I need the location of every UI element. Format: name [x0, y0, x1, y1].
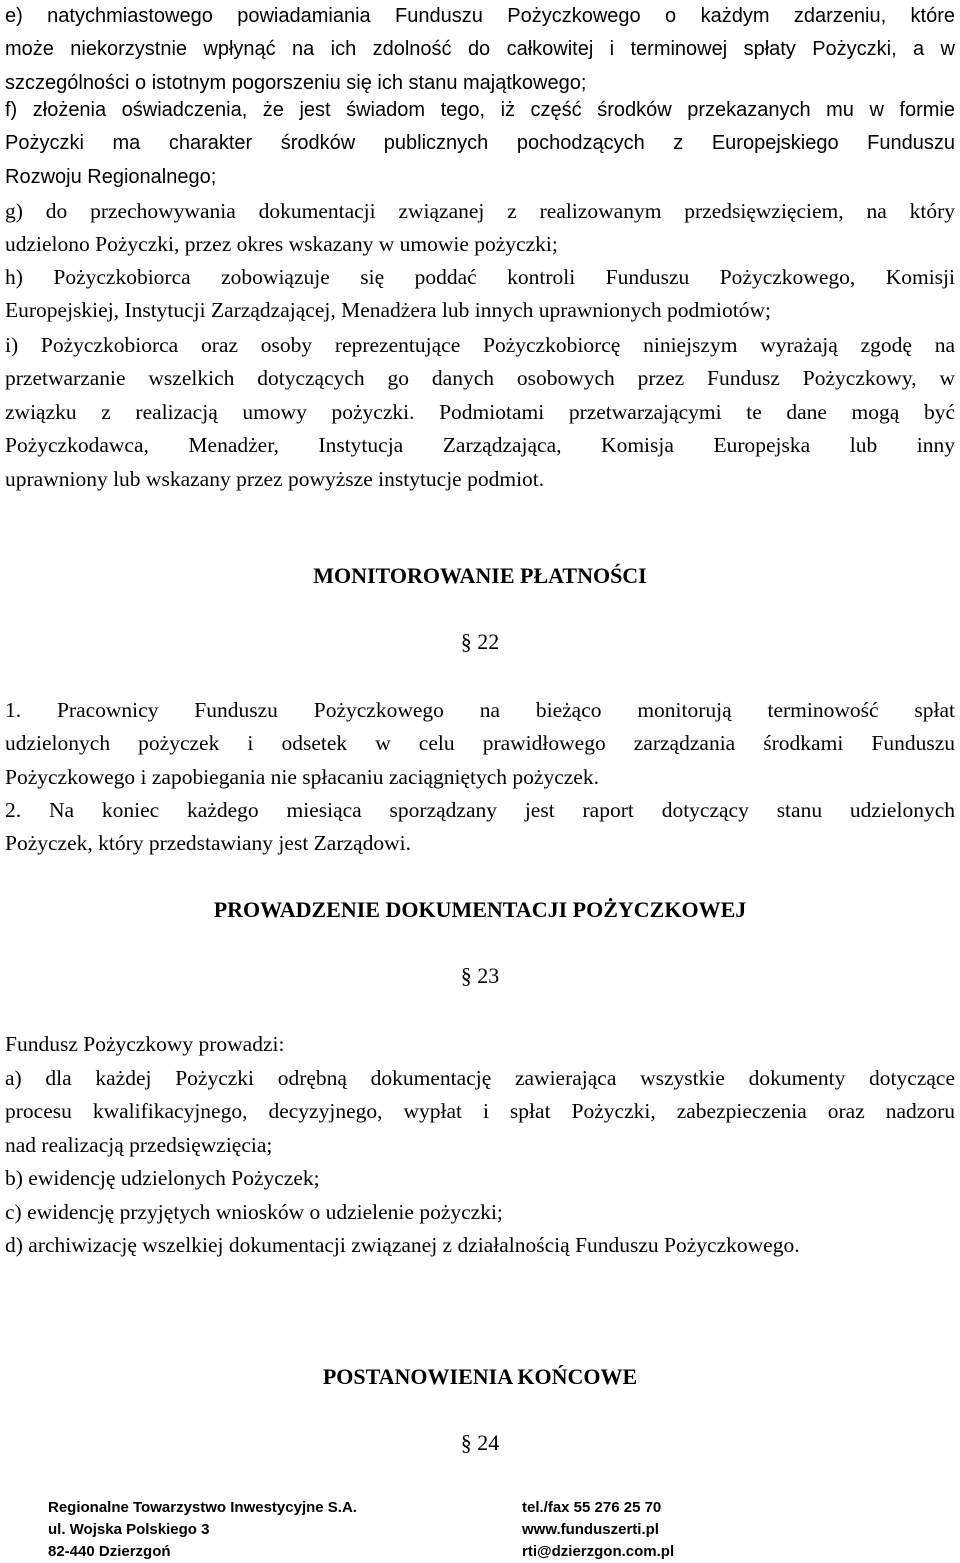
- paragraph-line: b) ewidencję udzielonych Pożyczek;: [5, 1166, 320, 1190]
- paragraph-line: Fundusz Pożyczkowy prowadzi:: [5, 1032, 285, 1056]
- paragraph-g: [5, 195, 955, 262]
- footer-email: rti@dzierzgon.com.pl: [522, 1543, 675, 1560]
- paragraph-line: udzielonych pożyczek i odsetek w celu prawidłowego zarządzania środkami Funduszu: [5, 731, 955, 756]
- paragraph-line: c) ewidencję przyjętych wniosków o udzielenie pożyczki;: [5, 1200, 503, 1224]
- paragraph-line: uprawniony lub wskazany przez powyższe instytucje podmiot.: [5, 466, 545, 491]
- paragraph-line: Rozwoju Regionalnego;: [5, 165, 217, 188]
- footer-company: [48, 1497, 357, 1563]
- paragraph-f: [5, 94, 955, 194]
- footer-phone: tel./fax 55 276 25 70: [522, 1499, 662, 1516]
- paragraph-line: udzielono Pożyczki, przez okres wskazany w umowie pożyczki;: [5, 232, 558, 257]
- section-heading-monitoring: MONITOROWANIE PŁATNOŚCI: [313, 563, 647, 588]
- section1-paragraph-1: [5, 694, 955, 794]
- section1-paragraph-2: [5, 794, 955, 861]
- paragraph-line: h) Pożyczkobiorca zobowiązuje się poddać kontroli Funduszu Pożyczkowego, Komisji: [5, 265, 955, 289]
- paragraph-line: i) Pożyczkobiorca oraz osoby reprezentujące Pożyczkobiorcę niniejszym wyrażają zgodę na: [5, 333, 955, 357]
- section2-item-b: [5, 1162, 955, 1195]
- paragraph-line: Europejskiej, Instytucji Zarządzającej, Menadżera lub innych uprawnionych podmiotów;: [5, 298, 771, 323]
- paragraph-h: [5, 261, 955, 328]
- section2-item-a: [5, 1062, 955, 1162]
- paragraph-line: g) do przechowywania dokumentacji związanej z realizowanym przedsięwzięciem, na który: [5, 199, 955, 223]
- footer-street: ul. Wojska Polskiego 3: [48, 1521, 210, 1538]
- footer-company-name: Regionalne Towarzystwo Inwestycyjne S.A.: [48, 1499, 357, 1516]
- paragraph-line: Pożyczki ma charakter środków publicznych pochodzących z Europejskiego Funduszu: [5, 132, 955, 155]
- section-heading-final: POSTANOWIENIA KOŃCOWE: [322, 1364, 638, 1389]
- section-number: § 24: [460, 1430, 500, 1455]
- paragraph-line: e) natychmiastowego powiadamiania Funduszu Pożyczkowego o każdym zdarzeniu, które: [5, 5, 955, 27]
- section-number: § 22: [460, 629, 500, 654]
- paragraph-line: f) złożenia oświadczenia, że jest świadom tego, iż część środków przekazanych mu w formie: [5, 99, 955, 121]
- section2-item-d: [5, 1229, 955, 1262]
- paragraph-line: 2. Na koniec każdego miesiąca sporządzany jest raport dotyczący stanu udzielonych: [5, 798, 955, 822]
- paragraph-line: Pożyczkodawca, Menadżer, Instytucja Zarządzająca, Komisja Europejska lub inny: [5, 433, 955, 458]
- paragraph-e: [5, 0, 955, 100]
- paragraph-line: związku z realizacją umowy pożyczki. Podmiotami przetwarzającymi te dane mogą być: [5, 399, 955, 424]
- footer-website: www.funduszerti.pl: [522, 1521, 659, 1538]
- page-footer: [0, 1497, 960, 1561]
- paragraph-line: Pożyczek, który przedstawiany jest Zarządowi.: [5, 831, 411, 856]
- section2-item-c: [5, 1196, 955, 1229]
- paragraph-line: a) dla każdej Pożyczki odrębną dokumentację zawierająca wszystkie dokumenty dotyczące: [5, 1066, 955, 1090]
- footer-city: 82-440 Dzierzgoń: [48, 1543, 171, 1560]
- paragraph-line: 1. Pracownicy Funduszu Pożyczkowego na bieżąco monitorują terminowość spłat: [5, 698, 955, 722]
- section-heading-documentation: PROWADZENIE DOKUMENTACJI POŻYCZKOWEJ: [213, 897, 747, 922]
- paragraph-line: może niekorzystnie wpłynąć na ich zdolność do całkowitej i terminowej spłaty Pożyczki, a w: [5, 38, 955, 61]
- paragraph-i: [5, 329, 955, 496]
- paragraph-line: procesu kwalifikacyjnego, decyzyjnego, wypłat i spłat Pożyczki, zabezpieczenia oraz nadzoru: [5, 1099, 955, 1124]
- paragraph-line: d) archiwizację wszelkiej dokumentacji związanej z działalnością Funduszu Pożyczkowego.: [5, 1233, 800, 1257]
- section2-intro: [5, 1028, 955, 1061]
- paragraph-line: szczególności o istotnym pogorszeniu się ich stanu majątkowego;: [5, 71, 587, 94]
- footer-contact: [522, 1497, 674, 1563]
- section-number: § 23: [460, 963, 500, 988]
- paragraph-line: Pożyczkowego i zapobiegania nie spłacaniu zaciągniętych pożyczek.: [5, 764, 599, 789]
- paragraph-line: nad realizacją przedsięwzięcia;: [5, 1132, 273, 1157]
- paragraph-line: przetwarzanie wszelkich dotyczących go danych osobowych przez Fundusz Pożyczkowy, w: [5, 366, 955, 391]
